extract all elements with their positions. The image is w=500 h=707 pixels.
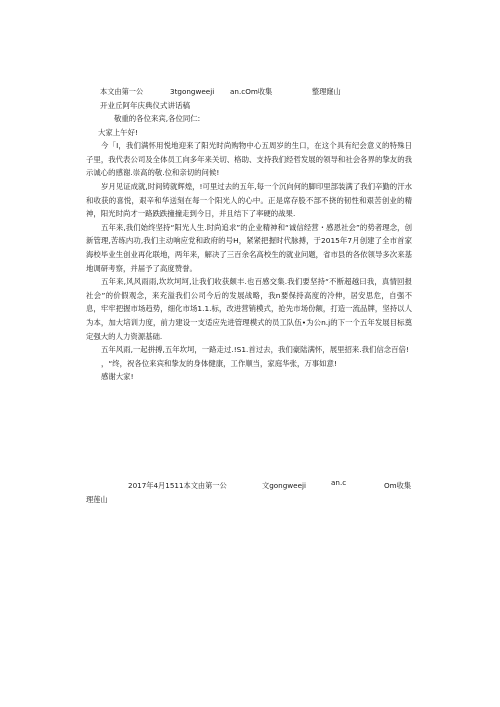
thanks: 感谢大家! bbox=[101, 372, 134, 382]
paragraph: 今「I，我们满怀用悦地迎来了阳光时尚购物中心五周岁的生口，在这个具有纪会意义的特殊日子里，我代表公司及全体员工向多年来关切、格助、支持我们经哲发展的领导和社会各界的挚友的我示诚心的感谢.崇高的敬.位和亲切的问候! bbox=[86, 141, 412, 178]
greeting: 大家上午好! bbox=[98, 127, 138, 137]
document-title: 开业丘阿年庆典仪式讲话稿 bbox=[100, 101, 190, 110]
header-compiler: 整理窿山 bbox=[312, 87, 341, 96]
header-source-suffix: an.cOm收集 bbox=[230, 87, 273, 96]
paragraph: 五年来,风风雨雨,坎坎坷坷,让我们收获颇丰.也百感交集.我们要坚持“不断超越曰我，真情回报社会”的价假观念，来充溢我们公司今后的发展战略，我n要保持高度的冷伸，居安思危，自强不息，牢牢把握市场趋势，细化市场1.1.标，改进营销模式，抢先市场份额，打造一流品牌，坚持以人为本，加大培训力度，前力建设一支适应先进管理模式的员工队伍•为公n.j的下一个五年发展目标奠定强大的人力资源基础. bbox=[86, 277, 412, 341]
header-source-text: 本文由第一公 bbox=[100, 87, 144, 96]
paragraph: 岁月见证成就,时间铸就辉煌，!可里过去的五年,每一个沉向何的脚印里部装满了我们辛勤的汗水和收获的喜悦，艰辛和华送刻在每一个阳光人的心中。正是席存股不部不挠的韧性和艰苦创业的精神，阳光时尚才一路跌跌撞撞走到今日，并且结下了率硬的战果. bbox=[86, 181, 412, 219]
paragraph: 五年来,我们始终坚持“阳光人生.时尚追求”的企业精神和“诚信经营・感恩社会”的势者理念，创新管理,苦练内功,我们主动响应党和政府的号H，紧紧把握时代脉搏，于2015年7月创建了全市首家海校毕业生创业再化联地，两年来，解决了三百余名高校生的就业问题，省市县的各依领导多次来基地调研考察，并届予了高度赞誉。 bbox=[86, 222, 412, 273]
closing-wishes: ，“终，祝各位来宾和挚友的身体健康，工作顺当，家庭华张，万事如意! bbox=[101, 358, 337, 368]
document-body bbox=[86, 112, 412, 384]
footer-date-source: 2017年4月1511本文由第一公 bbox=[128, 481, 227, 490]
header-source-domain: 3tgongweeji bbox=[170, 87, 215, 96]
footer-source-domain: 文gongweeji bbox=[262, 481, 306, 490]
footer-compiler: 理莲山 bbox=[86, 495, 108, 504]
footer-source-suffix: an.c bbox=[331, 478, 347, 487]
salutation: 敬重的各位来宾,各位同仁: bbox=[114, 114, 201, 123]
paragraph: 五年风雨,一起拼搏,五年坎坷，一路走过.!S1.首过去，我们豪陆满怀，展里招来.我们信念百倍! bbox=[101, 345, 409, 355]
footer-collected: Om收集 bbox=[384, 481, 412, 490]
